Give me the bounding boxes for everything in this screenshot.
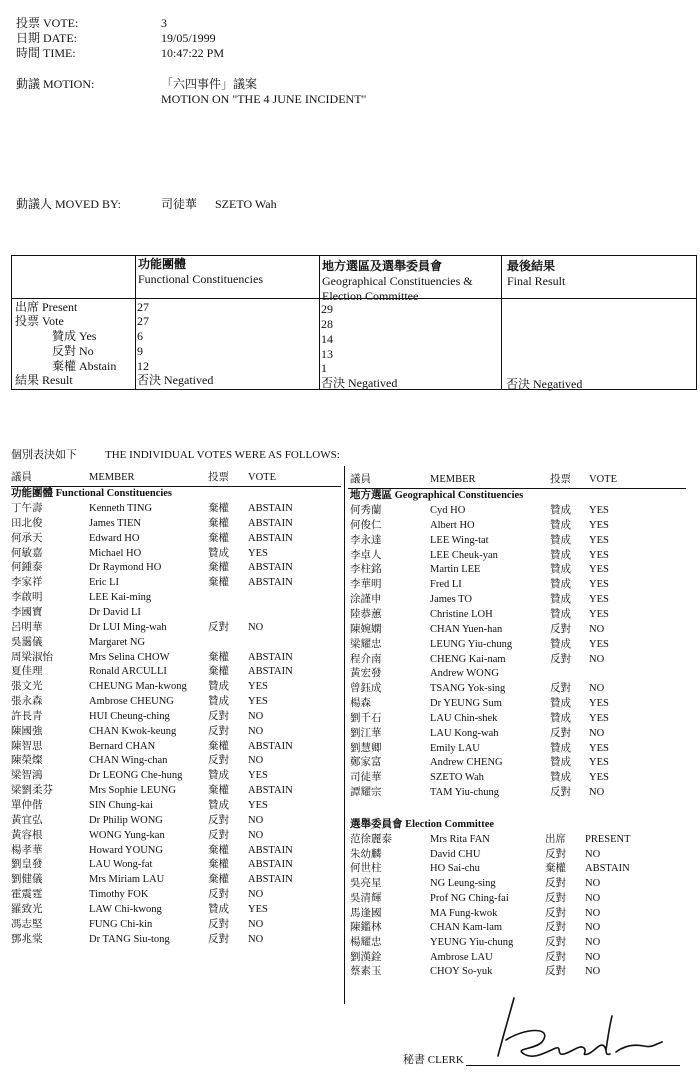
vote-zh: 贊成 [550,608,571,620]
row-label-yes: 贊成 Yes [52,329,97,343]
vote-en: YES [589,757,609,769]
member-name-zh: 程介南 [350,653,382,665]
col-functional-zh: 功能團體 [138,257,187,271]
vote-zh: 反對 [545,892,566,904]
member-name-zh: 曾鈺成 [350,683,382,695]
table-divider [319,256,320,389]
vote-zh: 反對 [208,933,229,945]
vote-en: ABSTAIN [248,859,293,871]
member-name-en: Andrew WONG [430,668,499,680]
vote-zh: 贊成 [550,638,571,650]
clerk-signature [484,990,674,1070]
member-name-zh: 譚耀宗 [350,787,382,799]
vote-en: NO [248,829,264,841]
member-name-en: Bernard CHAN [89,740,156,752]
geographical-result: 否決 Negatived [321,376,398,390]
member-name-zh: 馬逢國 [350,907,382,919]
vote-zh: 反對 [545,878,566,890]
member-name-en: James TO [430,594,472,606]
member-name-en: CHEUNG Man-kwong [89,681,187,693]
vote-zh: 贊成 [550,712,571,724]
date-label: 日期 DATE: [16,31,77,45]
election-committee-heading: 選舉委員會 Election Committee [350,819,495,830]
table-divider [501,256,502,389]
vote-zh: 棄權 [208,785,229,797]
vote-en: NO [589,727,605,739]
vote-en: ABSTAIN [248,740,293,752]
member-name-en: LEE Wing-tat [430,534,489,546]
vote-label: 投票 VOTE: [16,16,79,30]
vote-zh: 贊成 [550,519,571,531]
left-header-vote-zh: 投票 [208,472,229,483]
vote-zh: 反對 [208,755,229,767]
vote-en: YES [248,547,268,559]
vote-zh: 棄權 [545,863,566,875]
member-name-zh: 呂明華 [11,621,43,633]
vote-en: NO [248,755,264,767]
member-name-zh: 劉漢銓 [350,951,382,963]
vote-en: NO [585,966,601,978]
member-name-zh: 楊耀忠 [350,936,382,948]
vote-zh: 棄權 [208,577,229,589]
vote-en: YES [248,903,268,915]
vote-zh: 反對 [545,951,566,963]
time-label: 時間 TIME: [16,46,76,60]
vote-en: YES [589,608,609,620]
vote-zh: 反對 [208,829,229,841]
member-name-zh: 陳國強 [11,725,43,737]
row-label-vote: 投票 Vote [15,314,64,328]
right-header-member-zh: 議員 [350,474,371,485]
vote-en: NO [585,878,601,890]
member-name-en: Ronald ARCULLI [89,666,167,678]
vote-en: NO [248,710,264,722]
vote-en: ABSTAIN [248,532,293,544]
vote-zh: 贊成 [208,770,229,782]
member-name-en: Mrs Rita FAN [430,834,490,845]
vote-zh: 贊成 [550,505,571,516]
geographical-present: 29 [321,302,333,316]
vote-zh: 贊成 [208,681,229,693]
member-name-en: Eric LI [89,577,120,589]
member-name-zh: 何承天 [11,532,43,544]
vote-en: NO [248,933,264,945]
member-name-zh: 李華明 [350,579,382,591]
vote-zh: 贊成 [208,547,229,559]
functional-yes: 6 [137,329,143,343]
member-name-zh: 李柱銘 [350,564,382,576]
vote-en: YES [589,505,609,516]
vote-en: ABSTAIN [248,844,293,856]
member-name-en: TAM Yiu-chung [430,787,500,799]
final-result: 否決 Negatived [506,377,583,391]
member-name-zh: 劉皇發 [11,859,43,871]
vote-en: NO [585,922,601,934]
vote-en: YES [589,712,609,724]
vote-en: ABSTAIN [585,863,630,875]
vote-en: ABSTAIN [248,517,293,529]
member-name-zh: 陳智思 [11,740,43,752]
vote-zh: 棄權 [208,874,229,886]
member-name-zh: 黃宜弘 [11,814,43,826]
vote-en: NO [589,787,605,799]
member-name-en: Andrew CHENG [430,757,503,769]
vote-zh: 棄權 [208,740,229,752]
member-name-en: Howard YOUNG [89,844,163,856]
vote-zh: 反對 [545,907,566,919]
vote-zh: 贊成 [208,696,229,708]
member-name-en: Dr Philip WONG [89,814,163,826]
col-geographical-en-1: Geographical Constituencies & [322,274,473,288]
mover-name-en: SZETO Wah [215,197,277,211]
vote-zh: 棄權 [208,844,229,856]
vote-en: NO [248,889,264,901]
col-functional-en: Functional Constituencies [138,272,263,286]
member-name-zh: 劉健儀 [11,874,43,886]
member-name-zh: 梁耀忠 [350,638,382,650]
vote-en: YES [589,742,609,754]
vote-en: YES [589,534,609,546]
member-name-en: Michael HO [89,547,142,559]
vote-en: NO [585,951,601,963]
member-name-zh: 羅致光 [11,903,43,915]
member-name-en: CHAN Yuen-han [430,623,503,635]
vote-zh: 反對 [550,787,571,799]
member-name-en: Christine LOH [430,608,493,620]
member-name-en: CHENG Kai-nam [430,653,506,665]
vote-en: NO [585,848,601,860]
vote-en: YES [589,549,609,561]
right-header-vote-zh: 投票 [550,474,571,485]
vote-zh: 贊成 [550,564,571,576]
motion-title-en: MOTION ON "THE 4 JUNE INCIDENT" [161,92,367,106]
member-name-en: Mrs Miriam LAU [89,874,165,886]
member-name-zh: 馮志堅 [11,918,43,930]
col-final-en: Final Result [507,274,566,288]
member-name-en: Kenneth TING [89,503,153,514]
vote-zh: 棄權 [208,666,229,678]
member-name-en: SIN Chung-kai [89,800,153,811]
member-name-en: LAU Chin-shek [430,712,498,724]
member-name-zh: 田北俊 [11,517,43,529]
time-value: 10:47:22 PM [161,46,225,60]
member-name-en: NG Leung-sing [430,878,496,890]
member-name-zh: 楊森 [350,698,371,710]
member-name-en: SZETO Wah [430,772,484,784]
member-name-zh: 張文光 [11,681,43,693]
member-name-en: Ambrose LAU [430,951,493,963]
vote-zh: 贊成 [208,800,229,811]
vote-zh: 贊成 [550,594,571,606]
member-name-en: Edward HO [89,532,140,544]
functional-abstain: 12 [137,359,149,373]
member-name-zh: 李啟明 [11,592,43,604]
vote-en: NO [248,814,264,826]
member-name-zh: 許長青 [11,710,43,722]
vote-en: NO [589,623,605,635]
member-name-en: CHAN Kam-lam [430,922,503,934]
vote-zh: 反對 [208,918,229,930]
member-name-zh: 李國寶 [11,606,43,618]
vote-zh: 反對 [545,922,566,934]
vote-zh: 棄權 [208,859,229,871]
member-name-zh: 周梁淑怡 [11,651,53,663]
functional-present: 27 [137,300,149,314]
member-name-zh: 何秀蘭 [350,505,382,516]
vote-en: YES [589,772,609,784]
table-divider [135,256,136,389]
left-header-member-en: MEMBER [89,472,135,483]
vote-en: YES [589,638,609,650]
vote-zh: 反對 [208,725,229,737]
vote-en: ABSTAIN [248,666,293,678]
right-header-member-en: MEMBER [430,474,476,485]
vote-zh: 反對 [545,848,566,860]
vote-number: 3 [161,16,167,30]
member-name-en: David CHU [430,848,481,860]
right-header-vote-en: VOTE [589,474,617,485]
member-name-zh: 劉江華 [350,727,382,739]
member-name-en: Prof NG Ching-fai [430,892,509,904]
member-name-en: LEE Cheuk-yan [430,549,498,561]
member-name-en: James TIEN [89,517,142,529]
member-name-zh: 司徒華 [350,772,382,784]
member-name-zh: 何俊仁 [350,519,382,531]
member-name-en: LAU Kong-wah [430,727,499,739]
row-label-present: 出席 Present [15,300,78,314]
member-name-en: Dr David LI [89,606,141,618]
member-name-en: LAU Wong-fat [89,859,153,871]
member-name-en: LEUNG Yiu-chung [430,638,513,650]
vote-zh: 反對 [550,653,571,665]
vote-en: ABSTAIN [248,562,293,574]
member-name-zh: 梁智鴻 [11,770,43,782]
member-name-zh: 何敏嘉 [11,547,43,559]
vote-en: YES [248,696,268,708]
vote-en: YES [589,519,609,531]
member-name-en: Margaret NG [89,636,146,648]
vote-zh: 贊成 [550,579,571,591]
individual-votes-intro-en: THE INDIVIDUAL VOTES WERE AS FOLLOWS: [105,449,340,461]
vote-zh: 反對 [545,966,566,978]
motion-title-zh: 「六四事件」議案 [161,77,258,91]
member-name-en: Dr Raymond HO [89,562,162,574]
vote-zh: 出席 [545,834,566,845]
member-name-zh: 霍震霆 [11,889,43,901]
vote-en: NO [585,892,601,904]
vote-en: NO [585,907,601,919]
vote-zh: 贊成 [550,534,571,546]
member-name-zh: 李家祥 [11,577,43,589]
member-name-en: WONG Yung-kan [89,829,165,841]
member-name-zh: 陳榮燦 [11,755,43,767]
member-name-zh: 夏佳理 [11,666,43,678]
member-name-zh: 張永森 [11,696,43,708]
member-name-zh: 何鍾泰 [11,562,43,574]
member-name-en: YEUNG Yiu-chung [430,936,514,948]
mover-name-zh: 司徒華 [161,197,198,211]
member-name-en: HUI Cheung-ching [89,710,170,722]
vote-en: ABSTAIN [248,503,293,514]
member-name-zh: 單仲偕 [11,800,43,811]
vote-en: ABSTAIN [248,577,293,589]
member-name-en: Dr LEONG Che-hung [89,770,183,782]
member-name-en: CHAN Kwok-keung [89,725,177,737]
vote-en: YES [589,564,609,576]
member-name-en: Dr LUI Ming-wah [89,621,167,633]
vote-en: ABSTAIN [248,651,293,663]
member-name-zh: 劉慧卿 [350,742,382,754]
geographical-abstain: 1 [321,361,327,375]
row-label-abstain: 棄權 Abstain [52,359,117,373]
functional-vote: 27 [137,314,149,328]
left-header-vote-en: VOTE [248,472,276,483]
vote-en: PRESENT [585,834,631,845]
member-name-en: Mrs Sophie LEUNG [89,785,176,797]
member-name-zh: 劉千石 [350,712,382,724]
row-label-result: 結果 Result [15,373,73,387]
member-name-en: TSANG Yok-sing [430,683,506,695]
left-header-member-zh: 議員 [11,472,32,483]
member-name-zh: 楊孝華 [11,844,43,856]
member-name-zh: 涂謹申 [350,594,382,606]
member-name-zh: 丁午壽 [11,503,43,514]
member-name-en: Martin LEE [430,564,481,576]
member-name-zh: 陸恭蕙 [350,608,382,620]
member-name-en: FUNG Chi-kin [89,918,153,930]
col-final-zh: 最後結果 [507,259,556,273]
vote-en: YES [248,770,268,782]
vote-en: YES [589,579,609,591]
member-name-zh: 黃容根 [11,829,43,841]
row-label-no: 反對 No [52,344,94,358]
moved-by-label: 動議人 MOVED BY: [16,197,121,211]
member-name-en: Fred LI [430,579,462,591]
member-name-en: Emily LAU [430,742,480,754]
geographical-no: 13 [321,347,333,361]
member-name-zh: 吳亮星 [350,878,382,890]
col-geographical-en-2: Election Committee [322,289,419,303]
geographical-vote: 28 [321,317,333,331]
member-name-en: Cyd HO [430,505,466,516]
vote-zh: 棄權 [208,532,229,544]
member-name-zh: 鄭家富 [350,757,382,769]
member-name-zh: 吳靄儀 [11,636,43,648]
vote-en: NO [589,683,605,695]
vote-en: YES [589,698,609,710]
member-name-en: MA Fung-kwok [430,907,498,919]
member-name-zh: 鄧兆棠 [11,933,43,945]
vote-en: ABSTAIN [248,785,293,797]
clerk-signature-line [466,1065,680,1066]
individual-votes-intro-zh: 個別表決如下 [11,449,77,461]
vote-zh: 反對 [545,936,566,948]
vote-en: ABSTAIN [248,874,293,886]
member-name-en: Mrs Selina CHOW [89,651,170,663]
vote-zh: 贊成 [550,549,571,561]
vote-zh: 棄權 [208,562,229,574]
clerk-label: 秘書 CLERK [403,1054,464,1066]
col-geographical-zh: 地方選區及選舉委員會 [322,259,443,273]
vote-en: YES [248,800,268,811]
member-name-zh: 吳清輝 [350,892,382,904]
vote-zh: 反對 [208,889,229,901]
vote-en: YES [248,681,268,693]
vote-zh: 棄權 [208,503,229,514]
vote-zh: 反對 [208,814,229,826]
member-name-en: CHAN Wing-chan [89,755,168,767]
member-name-en: Dr TANG Siu-tong [89,933,170,945]
vote-zh: 贊成 [550,757,571,769]
member-name-zh: 梁劉柔芬 [11,785,53,797]
member-name-en: LEE Kai-ming [89,592,152,604]
member-name-zh: 李永達 [350,534,382,546]
member-name-en: Albert HO [430,519,475,531]
member-name-en: Dr YEUNG Sum [430,698,502,710]
member-name-zh: 黃宏發 [350,668,382,680]
member-name-en: Ambrose CHEUNG [89,696,174,708]
date-value: 19/05/1999 [161,31,216,45]
vote-en: YES [589,594,609,606]
member-name-zh: 李卓人 [350,549,382,561]
member-name-en: Timothy FOK [89,889,149,901]
member-name-en: HO Sai-chu [430,863,480,875]
vote-en: NO [585,936,601,948]
vote-zh: 反對 [550,623,571,635]
vote-zh: 贊成 [208,903,229,915]
member-name-zh: 陳鑑林 [350,922,382,934]
member-name-zh: 范徐麗泰 [350,834,392,845]
vote-en: NO [589,653,605,665]
functional-result: 否決 Negatived [137,373,214,387]
member-name-en: CHOY So-yuk [430,966,493,978]
vote-zh: 反對 [208,710,229,722]
member-name-zh: 朱幼麟 [350,848,382,860]
vote-en: NO [248,725,264,737]
column-divider [344,466,345,1004]
vote-zh: 反對 [550,727,571,739]
vote-zh: 棄權 [208,517,229,529]
vote-en: NO [248,621,264,633]
geographical-yes: 14 [321,332,333,346]
vote-zh: 棄權 [208,651,229,663]
motion-label: 動議 MOTION: [16,77,95,91]
vote-zh: 贊成 [550,742,571,754]
member-name-zh: 陳婉嫻 [350,623,382,635]
functional-section-heading: 功能團體 Functional Constituencies [11,488,173,499]
vote-zh: 贊成 [550,698,571,710]
vote-zh: 反對 [208,621,229,633]
vote-en: NO [248,918,264,930]
vote-zh: 反對 [550,683,571,695]
vote-zh: 贊成 [550,772,571,784]
member-name-en: LAW Chi-kwong [89,903,162,915]
geographical-section-heading: 地方選區 Geographical Constituencies [350,490,524,501]
member-name-zh: 蔡素玉 [350,966,382,978]
functional-no: 9 [137,344,143,358]
member-name-zh: 何世柱 [350,863,382,875]
